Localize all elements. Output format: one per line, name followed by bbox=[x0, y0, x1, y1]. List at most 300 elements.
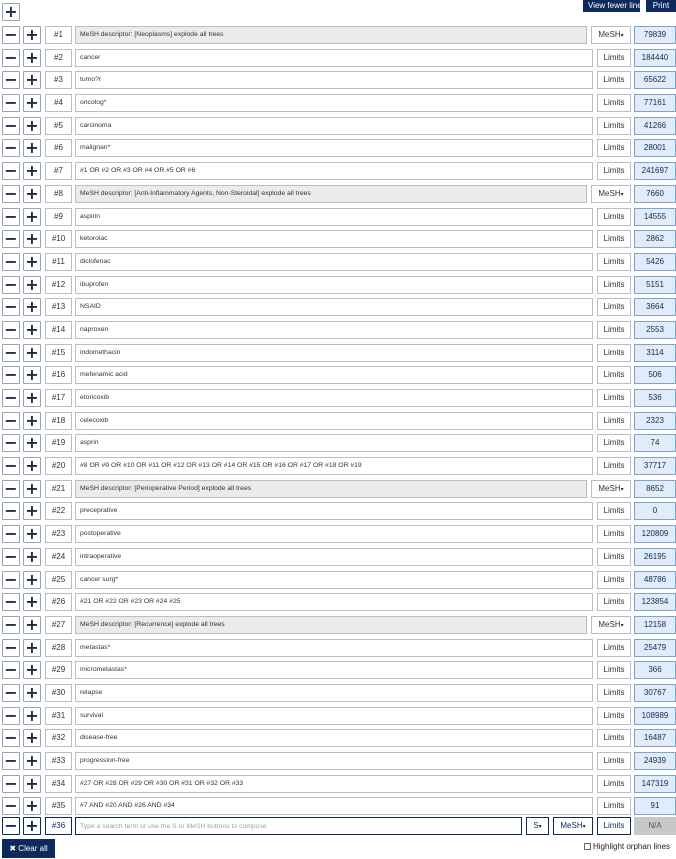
search-line bbox=[0, 432, 676, 455]
result-count-link[interactable]: 366 bbox=[634, 661, 676, 679]
remove-line-button[interactable] bbox=[2, 230, 20, 248]
remove-line-button[interactable] bbox=[2, 480, 20, 498]
add-line-button[interactable] bbox=[23, 94, 41, 112]
search-term-field[interactable]: NSAID bbox=[75, 298, 593, 316]
result-count-link[interactable]: 2323 bbox=[634, 412, 676, 430]
remove-line-button[interactable] bbox=[2, 412, 20, 430]
plus-icon: + bbox=[25, 637, 39, 657]
plus-icon: + bbox=[25, 773, 39, 793]
plus-icon: + bbox=[25, 728, 39, 748]
minus-icon: − bbox=[4, 478, 18, 498]
result-count-link[interactable]: 5426 bbox=[634, 253, 676, 271]
result-count-link[interactable]: 65622 bbox=[634, 71, 676, 89]
add-line-button[interactable] bbox=[23, 321, 41, 339]
minus-icon: − bbox=[4, 592, 18, 612]
search-line bbox=[0, 364, 676, 387]
limits-button[interactable]: Limits bbox=[597, 707, 631, 725]
remove-line-button[interactable] bbox=[2, 684, 20, 702]
plus-icon: + bbox=[25, 660, 39, 680]
search-term-field[interactable]: micrometastas* bbox=[75, 661, 593, 679]
line-number: #11 bbox=[45, 253, 72, 271]
line-number: #25 bbox=[45, 571, 72, 589]
result-count-link[interactable]: 2862 bbox=[634, 230, 676, 248]
add-line-button[interactable] bbox=[23, 139, 41, 157]
result-count: N/A bbox=[634, 817, 676, 835]
add-line-button[interactable] bbox=[23, 344, 41, 362]
plus-icon: + bbox=[25, 592, 39, 612]
result-count-link[interactable]: 241697 bbox=[634, 162, 676, 180]
search-term-field[interactable]: MeSH descriptor: [Neoplasms] explode all trees bbox=[75, 26, 587, 44]
search-term-field[interactable]: celecoxib bbox=[75, 412, 593, 430]
mesh-dropdown-button[interactable] bbox=[591, 616, 631, 634]
add-line-button[interactable] bbox=[23, 707, 41, 725]
s-dropdown-button[interactable] bbox=[526, 817, 549, 835]
search-line bbox=[0, 750, 676, 773]
result-count-link[interactable]: 506 bbox=[634, 366, 676, 384]
plus-icon: + bbox=[25, 682, 39, 702]
result-count-link[interactable]: 184440 bbox=[634, 49, 676, 67]
limits-button[interactable]: Limits bbox=[597, 49, 631, 67]
search-term-field[interactable]: postoperative bbox=[75, 525, 593, 543]
limits-button[interactable]: Limits bbox=[597, 571, 631, 589]
plus-icon: + bbox=[25, 433, 39, 453]
remove-line-button[interactable] bbox=[2, 321, 20, 339]
search-line bbox=[0, 591, 676, 614]
remove-line-button[interactable] bbox=[2, 253, 20, 271]
limits-button[interactable]: Limits bbox=[597, 139, 631, 157]
add-line-button[interactable] bbox=[23, 117, 41, 135]
limits-button[interactable]: Limits bbox=[597, 525, 631, 543]
result-count-link[interactable]: 24939 bbox=[634, 752, 676, 770]
plus-icon: + bbox=[25, 614, 39, 634]
search-term-field[interactable]: #21 OR #22 OR #23 OR #24 #25 bbox=[75, 593, 593, 611]
limits-button[interactable]: Limits bbox=[597, 230, 631, 248]
remove-line-button[interactable] bbox=[2, 162, 20, 180]
result-count-link[interactable]: 2553 bbox=[634, 321, 676, 339]
add-line-button[interactable] bbox=[23, 162, 41, 180]
result-count-link[interactable]: 37717 bbox=[634, 457, 676, 475]
add-line-button[interactable] bbox=[23, 661, 41, 679]
remove-line-button[interactable] bbox=[2, 298, 20, 316]
result-count-link[interactable]: 12158 bbox=[634, 616, 676, 634]
remove-line-button[interactable] bbox=[2, 366, 20, 384]
minus-icon: − bbox=[4, 47, 18, 67]
limits-button[interactable]: Limits bbox=[597, 752, 631, 770]
add-line-button[interactable] bbox=[23, 639, 41, 657]
result-count-link[interactable]: 14555 bbox=[634, 208, 676, 226]
plus-icon: + bbox=[25, 319, 39, 339]
search-line bbox=[0, 206, 676, 229]
search-term-field[interactable]: naproxen bbox=[75, 321, 593, 339]
search-term-field[interactable]: etoricoxib bbox=[75, 389, 593, 407]
remove-line-button[interactable] bbox=[2, 502, 20, 520]
remove-line-button[interactable] bbox=[2, 548, 20, 566]
result-count-link[interactable]: 30767 bbox=[634, 684, 676, 702]
search-term-field[interactable]: preceprative bbox=[75, 502, 593, 520]
limits-button[interactable]: Limits bbox=[597, 298, 631, 316]
add-line-button[interactable] bbox=[23, 208, 41, 226]
minus-icon: − bbox=[4, 297, 18, 317]
result-count-link[interactable]: 3114 bbox=[634, 344, 676, 362]
result-count-link[interactable]: 0 bbox=[634, 502, 676, 520]
result-count-link[interactable]: 8652 bbox=[634, 480, 676, 498]
search-line bbox=[0, 319, 676, 342]
mesh-dropdown-button[interactable] bbox=[591, 480, 631, 498]
search-term-input[interactable] bbox=[75, 817, 522, 835]
remove-line-button[interactable] bbox=[2, 752, 20, 770]
limits-button[interactable]: Limits bbox=[597, 389, 631, 407]
add-line-button[interactable] bbox=[23, 797, 41, 815]
plus-icon: + bbox=[25, 342, 39, 362]
line-number: #9 bbox=[45, 208, 72, 226]
minus-icon: − bbox=[4, 115, 18, 135]
line-number: #3 bbox=[45, 71, 72, 89]
search-line bbox=[0, 251, 676, 274]
search-line bbox=[0, 342, 676, 365]
line-number: #17 bbox=[45, 389, 72, 407]
limits-button[interactable]: Limits bbox=[597, 434, 631, 452]
search-term-field[interactable]: #1 OR #2 OR #3 OR #4 OR #5 OR #6 bbox=[75, 162, 593, 180]
remove-line-button[interactable] bbox=[2, 434, 20, 452]
remove-line-button[interactable] bbox=[2, 276, 20, 294]
add-line-button[interactable] bbox=[23, 185, 41, 203]
add-line-button[interactable] bbox=[23, 616, 41, 634]
plus-icon: + bbox=[25, 365, 39, 385]
search-term-field[interactable]: indomethacin bbox=[75, 344, 593, 362]
plus-icon: + bbox=[25, 478, 39, 498]
search-term-field[interactable]: MeSH descriptor: [Recurrence] explode all trees bbox=[75, 616, 587, 634]
plus-icon: + bbox=[25, 183, 39, 203]
remove-line-button[interactable] bbox=[2, 344, 20, 362]
result-count-link[interactable]: 77161 bbox=[634, 94, 676, 112]
minus-icon: − bbox=[4, 614, 18, 634]
line-number: #23 bbox=[45, 525, 72, 543]
result-count-link[interactable]: 25479 bbox=[634, 639, 676, 657]
minus-icon: − bbox=[4, 751, 18, 770]
search-term-field[interactable]: survival bbox=[75, 707, 593, 725]
limits-button[interactable]: Limits bbox=[597, 817, 631, 835]
minus-icon: − bbox=[4, 342, 18, 362]
remove-line-button[interactable] bbox=[2, 639, 20, 657]
mesh-dropdown-button[interactable] bbox=[591, 26, 631, 44]
search-term-field[interactable]: relapse bbox=[75, 684, 593, 702]
search-line bbox=[0, 500, 676, 523]
view-fewer-lines-button[interactable]: View fewer lines bbox=[583, 0, 640, 12]
minus-icon: − bbox=[4, 410, 18, 430]
line-number: #10 bbox=[45, 230, 72, 248]
minus-icon: − bbox=[4, 569, 18, 589]
add-line-top-button[interactable] bbox=[2, 3, 20, 21]
line-number: #20 bbox=[45, 457, 72, 475]
minus-icon: − bbox=[4, 388, 18, 407]
add-line-button[interactable] bbox=[23, 775, 41, 793]
search-term-field[interactable]: cancer bbox=[75, 49, 593, 67]
chevron-down-icon: ▾ bbox=[620, 33, 624, 39]
result-count-link[interactable]: 28001 bbox=[634, 139, 676, 157]
limits-button[interactable]: Limits bbox=[597, 253, 631, 271]
minus-icon: − bbox=[4, 728, 18, 748]
result-count-link[interactable]: 7660 bbox=[634, 185, 676, 203]
remove-line-button[interactable] bbox=[2, 389, 20, 407]
add-line-button[interactable] bbox=[23, 457, 41, 475]
search-line bbox=[0, 773, 676, 796]
add-line-button[interactable] bbox=[23, 571, 41, 589]
result-count-link[interactable]: 74 bbox=[634, 434, 676, 452]
remove-line-button[interactable] bbox=[2, 775, 20, 793]
line-number: #24 bbox=[45, 548, 72, 566]
chevron-down-icon: ▾ bbox=[620, 191, 624, 198]
limits-button[interactable]: Limits bbox=[597, 797, 631, 815]
search-term-field[interactable]: intraoperative bbox=[75, 548, 593, 566]
minus-icon: − bbox=[4, 637, 18, 657]
plus-icon: + bbox=[25, 524, 39, 544]
limits-button[interactable]: Limits bbox=[597, 593, 631, 611]
result-count-link[interactable]: 41266 bbox=[634, 117, 676, 135]
add-line-button[interactable] bbox=[23, 480, 41, 498]
remove-line-button[interactable] bbox=[2, 26, 20, 44]
search-term-field[interactable]: aspirin bbox=[75, 208, 593, 226]
search-term-field[interactable]: disease-free bbox=[75, 729, 593, 747]
search-line bbox=[0, 160, 676, 183]
chevron-down-icon: ▾ bbox=[620, 486, 624, 493]
limits-button[interactable]: Limits bbox=[597, 684, 631, 702]
minus-icon: − bbox=[4, 138, 18, 158]
search-line bbox=[0, 727, 676, 750]
search-term-field[interactable]: asprin bbox=[75, 434, 593, 452]
search-term-field[interactable]: MeSH descriptor: [Perioperative Period] explode all trees bbox=[75, 480, 587, 498]
search-term-field[interactable]: ketorolac bbox=[75, 230, 593, 248]
result-count-link[interactable]: 120809 bbox=[634, 525, 676, 543]
minus-icon: − bbox=[4, 229, 18, 249]
minus-icon: − bbox=[4, 206, 18, 226]
search-term-field[interactable]: MeSH descriptor: [Anti-Inflammatory Agents, Non-Steroidal] explode all trees bbox=[75, 185, 587, 203]
add-line-button[interactable] bbox=[23, 502, 41, 520]
minus-icon: − bbox=[4, 546, 18, 566]
limits-button[interactable]: Limits bbox=[597, 366, 631, 384]
limits-button[interactable]: Limits bbox=[597, 548, 631, 566]
limits-button[interactable]: Limits bbox=[597, 661, 631, 679]
result-count-link[interactable]: 123854 bbox=[634, 593, 676, 611]
plus-icon: + bbox=[25, 546, 39, 566]
remove-line-button[interactable] bbox=[2, 707, 20, 725]
remove-line-button[interactable] bbox=[2, 616, 20, 634]
chevron-down-icon: ▾ bbox=[582, 824, 586, 830]
result-count-link[interactable]: 48786 bbox=[634, 571, 676, 589]
result-count-link[interactable]: 91 bbox=[634, 797, 676, 815]
remove-line-button[interactable] bbox=[2, 457, 20, 475]
checkbox[interactable] bbox=[584, 843, 591, 850]
search-term-field[interactable]: ibuprofen bbox=[75, 276, 593, 294]
search-line bbox=[0, 228, 676, 251]
line-number: #15 bbox=[45, 344, 72, 362]
search-line bbox=[0, 705, 676, 728]
add-line-button[interactable] bbox=[23, 230, 41, 248]
minus-icon: − bbox=[4, 161, 18, 181]
plus-icon: + bbox=[25, 138, 39, 158]
search-term-field[interactable]: #27 OR #28 OR #29 OR #30 OR #31 OR #32 OR #33 bbox=[75, 775, 593, 793]
search-term-field[interactable]: #8 OR #9 OR #10 OR #11 OR #12 OR #13 OR #14 OR #15 OR #16 OR #17 OR #18 OR #19 bbox=[75, 457, 593, 475]
search-line bbox=[0, 637, 676, 660]
search-term-field[interactable]: tumo?r bbox=[75, 71, 593, 89]
add-line-button[interactable] bbox=[23, 752, 41, 770]
remove-line-button[interactable] bbox=[2, 729, 20, 747]
remove-line-button[interactable] bbox=[2, 661, 20, 679]
search-term-field[interactable]: metastas* bbox=[75, 639, 593, 657]
plus-icon: + bbox=[25, 501, 39, 521]
plus-icon: + bbox=[25, 25, 39, 44]
mesh-dropdown-label: MeSH bbox=[598, 188, 621, 198]
highlight-orphan-lines-toggle[interactable] bbox=[584, 841, 670, 853]
add-line-button[interactable] bbox=[23, 412, 41, 430]
limits-button[interactable]: Limits bbox=[597, 344, 631, 362]
result-count-link[interactable]: 536 bbox=[634, 389, 676, 407]
add-line-button[interactable] bbox=[23, 548, 41, 566]
search-term-field[interactable]: progression-free bbox=[75, 752, 593, 770]
add-line-button[interactable] bbox=[23, 434, 41, 452]
add-line-button[interactable] bbox=[23, 366, 41, 384]
remove-line-button[interactable] bbox=[2, 208, 20, 226]
plus-icon: + bbox=[25, 206, 39, 226]
limits-button[interactable]: Limits bbox=[597, 639, 631, 657]
result-count-link[interactable]: 3664 bbox=[634, 298, 676, 316]
plus-icon: + bbox=[25, 410, 39, 430]
remove-line-button[interactable] bbox=[2, 797, 20, 815]
remove-line-button[interactable] bbox=[2, 139, 20, 157]
plus-icon: + bbox=[25, 251, 39, 271]
chevron-down-icon: ▾ bbox=[620, 622, 624, 629]
limits-button[interactable]: Limits bbox=[597, 729, 631, 747]
add-line-button[interactable] bbox=[23, 684, 41, 702]
add-line-button[interactable] bbox=[23, 389, 41, 407]
plus-icon: + bbox=[25, 47, 39, 67]
add-line-button[interactable] bbox=[23, 49, 41, 67]
remove-line-button[interactable] bbox=[2, 593, 20, 611]
line-number: #7 bbox=[45, 162, 72, 180]
line-number: #35 bbox=[45, 797, 72, 815]
plus-icon: + bbox=[25, 115, 39, 135]
search-line bbox=[0, 455, 676, 478]
result-count-link[interactable]: 79839 bbox=[634, 26, 676, 44]
limits-button[interactable]: Limits bbox=[597, 162, 631, 180]
limits-button[interactable]: Limits bbox=[597, 457, 631, 475]
add-line-button[interactable] bbox=[23, 253, 41, 271]
minus-icon: − bbox=[4, 93, 18, 113]
result-count-link[interactable]: 147319 bbox=[634, 775, 676, 793]
remove-line-button[interactable] bbox=[2, 525, 20, 543]
remove-line-button[interactable] bbox=[2, 185, 20, 203]
mesh-dropdown-label: MeSH bbox=[598, 483, 621, 493]
result-count-link[interactable]: 108989 bbox=[634, 707, 676, 725]
plus-icon: + bbox=[25, 161, 39, 181]
add-line-button[interactable] bbox=[23, 817, 41, 835]
search-term-field[interactable]: oncolog* bbox=[75, 94, 593, 112]
mesh-dropdown-label: MeSH bbox=[598, 619, 621, 629]
remove-line-button[interactable] bbox=[2, 49, 20, 67]
line-number: #19 bbox=[45, 434, 72, 452]
search-line bbox=[0, 387, 676, 410]
add-line-button[interactable] bbox=[23, 593, 41, 611]
minus-icon: − bbox=[4, 365, 18, 385]
add-line-button[interactable] bbox=[23, 71, 41, 89]
limits-button[interactable]: Limits bbox=[597, 502, 631, 520]
search-line bbox=[0, 47, 676, 70]
result-count-link[interactable]: 5151 bbox=[634, 276, 676, 294]
minus-icon: − bbox=[4, 274, 18, 294]
search-term-field[interactable]: malignan* bbox=[75, 139, 593, 157]
line-number: #18 bbox=[45, 412, 72, 430]
search-term-field[interactable]: diclofenac bbox=[75, 253, 593, 271]
plus-icon: + bbox=[25, 569, 39, 589]
add-line-button[interactable] bbox=[23, 276, 41, 294]
remove-line-button[interactable] bbox=[2, 94, 20, 112]
search-line bbox=[0, 546, 676, 569]
top-toolbar bbox=[0, 0, 676, 24]
search-line bbox=[0, 682, 676, 705]
search-line bbox=[0, 115, 676, 138]
search-line bbox=[0, 24, 676, 47]
add-line-button[interactable] bbox=[23, 525, 41, 543]
add-line-button[interactable] bbox=[23, 729, 41, 747]
mesh-dropdown-button[interactable] bbox=[591, 185, 631, 203]
search-line bbox=[0, 569, 676, 592]
limits-button[interactable]: Limits bbox=[597, 71, 631, 89]
result-count-link[interactable]: 26195 bbox=[634, 548, 676, 566]
minus-icon: − bbox=[4, 796, 18, 816]
add-line-button[interactable] bbox=[23, 298, 41, 316]
minus-icon: − bbox=[4, 682, 18, 702]
search-term-field[interactable]: mefenamic acid bbox=[75, 366, 593, 384]
add-line-button[interactable] bbox=[23, 26, 41, 44]
line-number: #13 bbox=[45, 298, 72, 316]
print-button[interactable]: Print bbox=[646, 0, 676, 12]
search-line bbox=[0, 795, 676, 818]
limits-button[interactable]: Limits bbox=[597, 775, 631, 793]
plus-icon: + bbox=[25, 751, 39, 770]
remove-line-button[interactable] bbox=[2, 817, 20, 835]
line-number: #34 bbox=[45, 775, 72, 793]
minus-icon: − bbox=[4, 183, 18, 203]
remove-line-button[interactable] bbox=[2, 571, 20, 589]
limits-button[interactable]: Limits bbox=[597, 276, 631, 294]
clear-all-button[interactable] bbox=[2, 839, 55, 858]
limits-button[interactable]: Limits bbox=[597, 117, 631, 135]
line-number: #28 bbox=[45, 639, 72, 657]
minus-icon: − bbox=[4, 705, 18, 725]
clear-all-label: Clear all bbox=[18, 844, 48, 853]
remove-line-button[interactable] bbox=[2, 117, 20, 135]
search-term-field[interactable]: cancer surg* bbox=[75, 571, 593, 589]
plus-icon: + bbox=[25, 705, 39, 725]
search-term-field[interactable]: #7 AND #20 AND #26 AND #34 bbox=[75, 797, 593, 815]
plus-icon: + bbox=[25, 456, 39, 476]
plus-icon: + bbox=[4, 2, 18, 21]
limits-button[interactable]: Limits bbox=[597, 321, 631, 339]
result-count-link[interactable]: 16487 bbox=[634, 729, 676, 747]
minus-icon: − bbox=[4, 773, 18, 793]
search-line bbox=[0, 523, 676, 546]
limits-button[interactable]: Limits bbox=[597, 412, 631, 430]
mesh-dropdown-button[interactable] bbox=[553, 817, 593, 835]
limits-button[interactable]: Limits bbox=[597, 208, 631, 226]
minus-icon: − bbox=[4, 660, 18, 680]
line-number: #29 bbox=[45, 661, 72, 679]
limits-button[interactable]: Limits bbox=[597, 94, 631, 112]
line-number: #21 bbox=[45, 480, 72, 498]
line-number: #16 bbox=[45, 366, 72, 384]
remove-line-button[interactable] bbox=[2, 71, 20, 89]
plus-icon: + bbox=[25, 229, 39, 249]
search-term-field[interactable]: carcinoma bbox=[75, 117, 593, 135]
